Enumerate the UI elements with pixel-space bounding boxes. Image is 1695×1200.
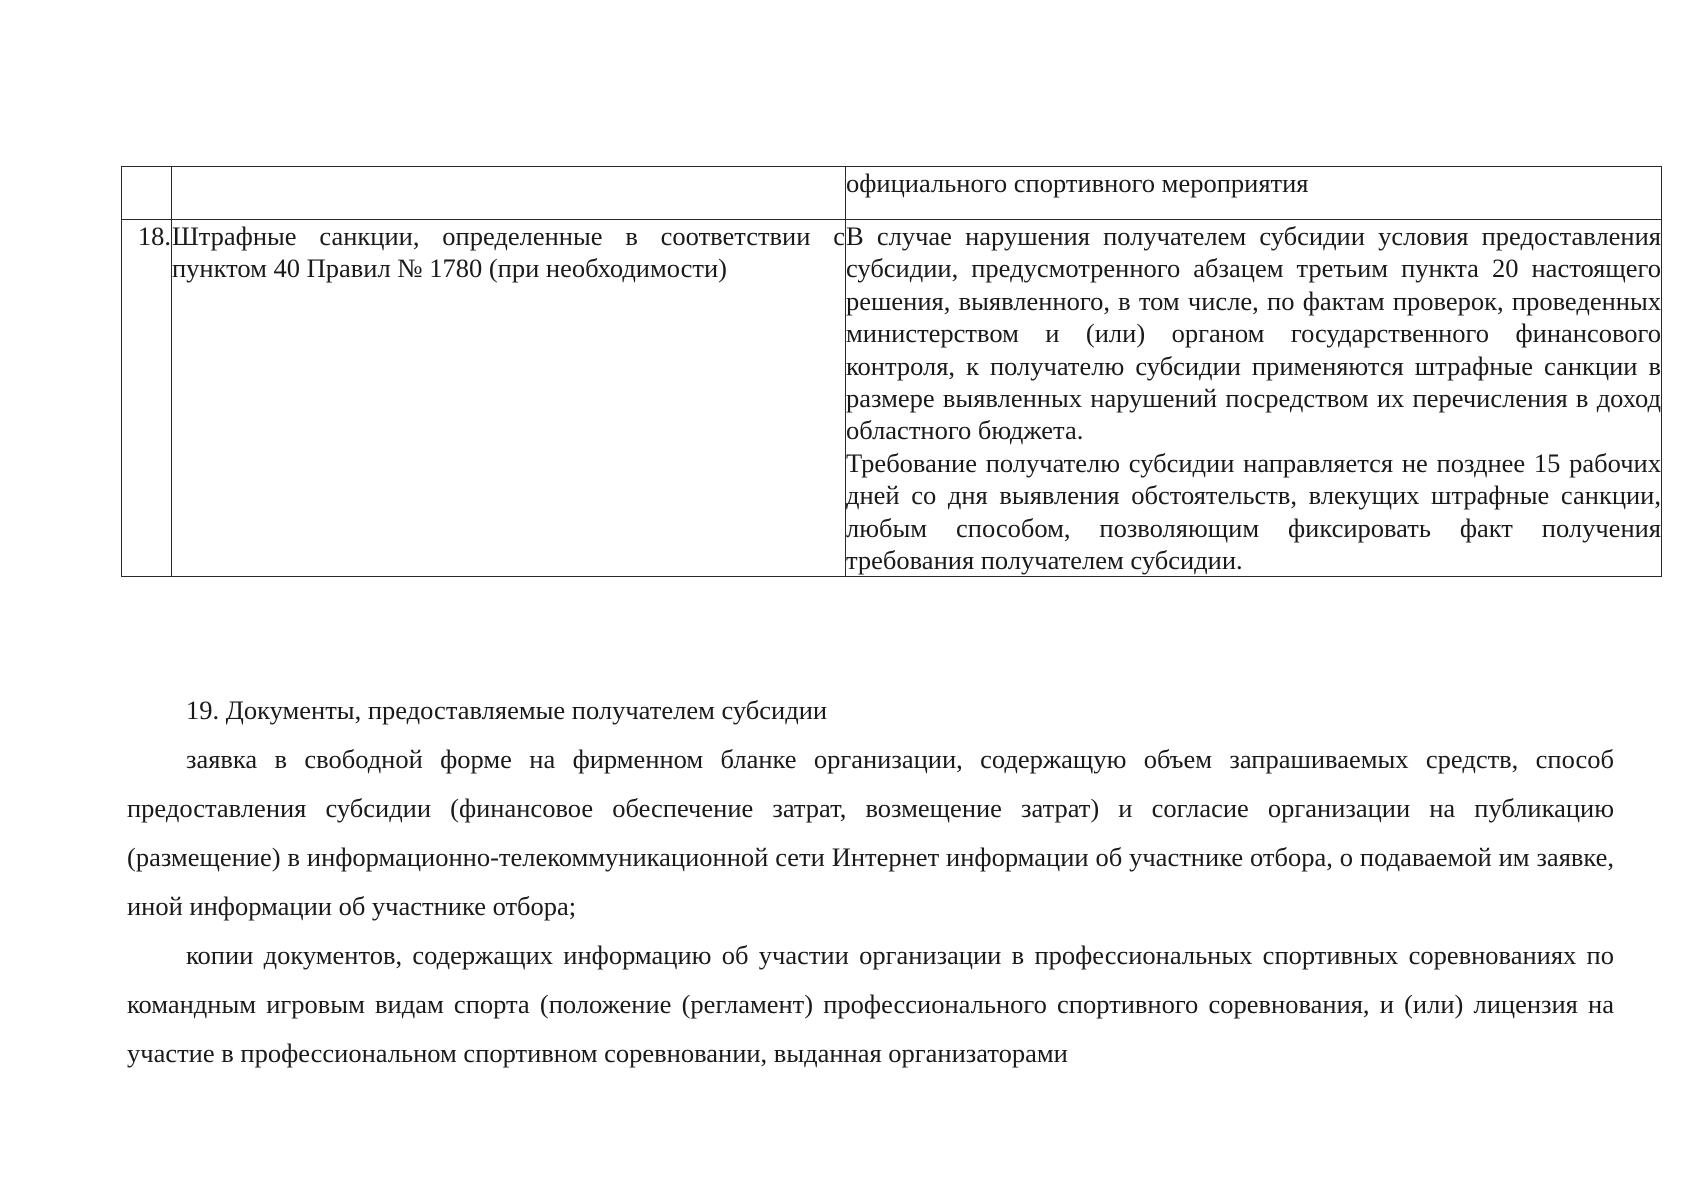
section-19-heading: 19. Документы, предоставляемые получателем субсидии xyxy=(186,695,828,725)
application-paragraph: заявка в свободной форме на фирменном бланке организации, содержащую объем запрашиваемых средств, способ предоставления субсидии (финансовое обеспечение затрат, возмещение затрат) и согласие организации на публикацию (размещение) в информационно-телекоммуникационной сети Интернет информации об участнике отбора, о подаваемой им заявке, иной информации об участнике отбора; xyxy=(127,744,1614,921)
row-name-cell xyxy=(172,167,846,220)
row-name-cell: Штрафные санкции, определенные в соответствии с пунктом 40 Правил № 1780 (при необходимости) xyxy=(172,220,846,577)
row-number-cell xyxy=(122,167,172,220)
row-number-cell: 18. xyxy=(122,220,172,577)
demand-paragraph: Требование получателю субсидии направляется не позднее 15 рабочих дней со дня выявления обстоятельств, влекущих штрафные санкции, любым способом, позволяющим фиксировать факт получения требования получателем субсидии. xyxy=(846,447,1661,576)
penalty-paragraph: В случае нарушения получателем субсидии условия предоставления субсидии, предусмотренного абзацем третьим пункта 20 настоящего решения, выявленного, в том числе, по фактам проверок, проведенных министерством и (или) органом государственного финансового контроля, к получателю субсидии применяются штрафные санкции в размере выявленных нарушений посредством их перечисления в доход областного бюджета. xyxy=(846,221,1661,446)
row-value-text: официального спортивного мероприятия xyxy=(846,168,1309,198)
table-row-continued xyxy=(122,167,1662,220)
subsidy-terms-table xyxy=(121,166,1662,577)
row-value-cell xyxy=(846,167,1662,220)
table-row-18 xyxy=(122,220,1662,577)
row-value-cell xyxy=(846,220,1662,577)
documents-copies-paragraph: копии документов, содержащих информацию об участии организации в профессиональных спортивных соревнованиях по командным игровым видам спорта (положение (регламент) профессионального спортивного соревнования, и (или) лицензия на участие в профессиональном спортивном соревновании, выданная организаторами xyxy=(127,940,1614,1068)
